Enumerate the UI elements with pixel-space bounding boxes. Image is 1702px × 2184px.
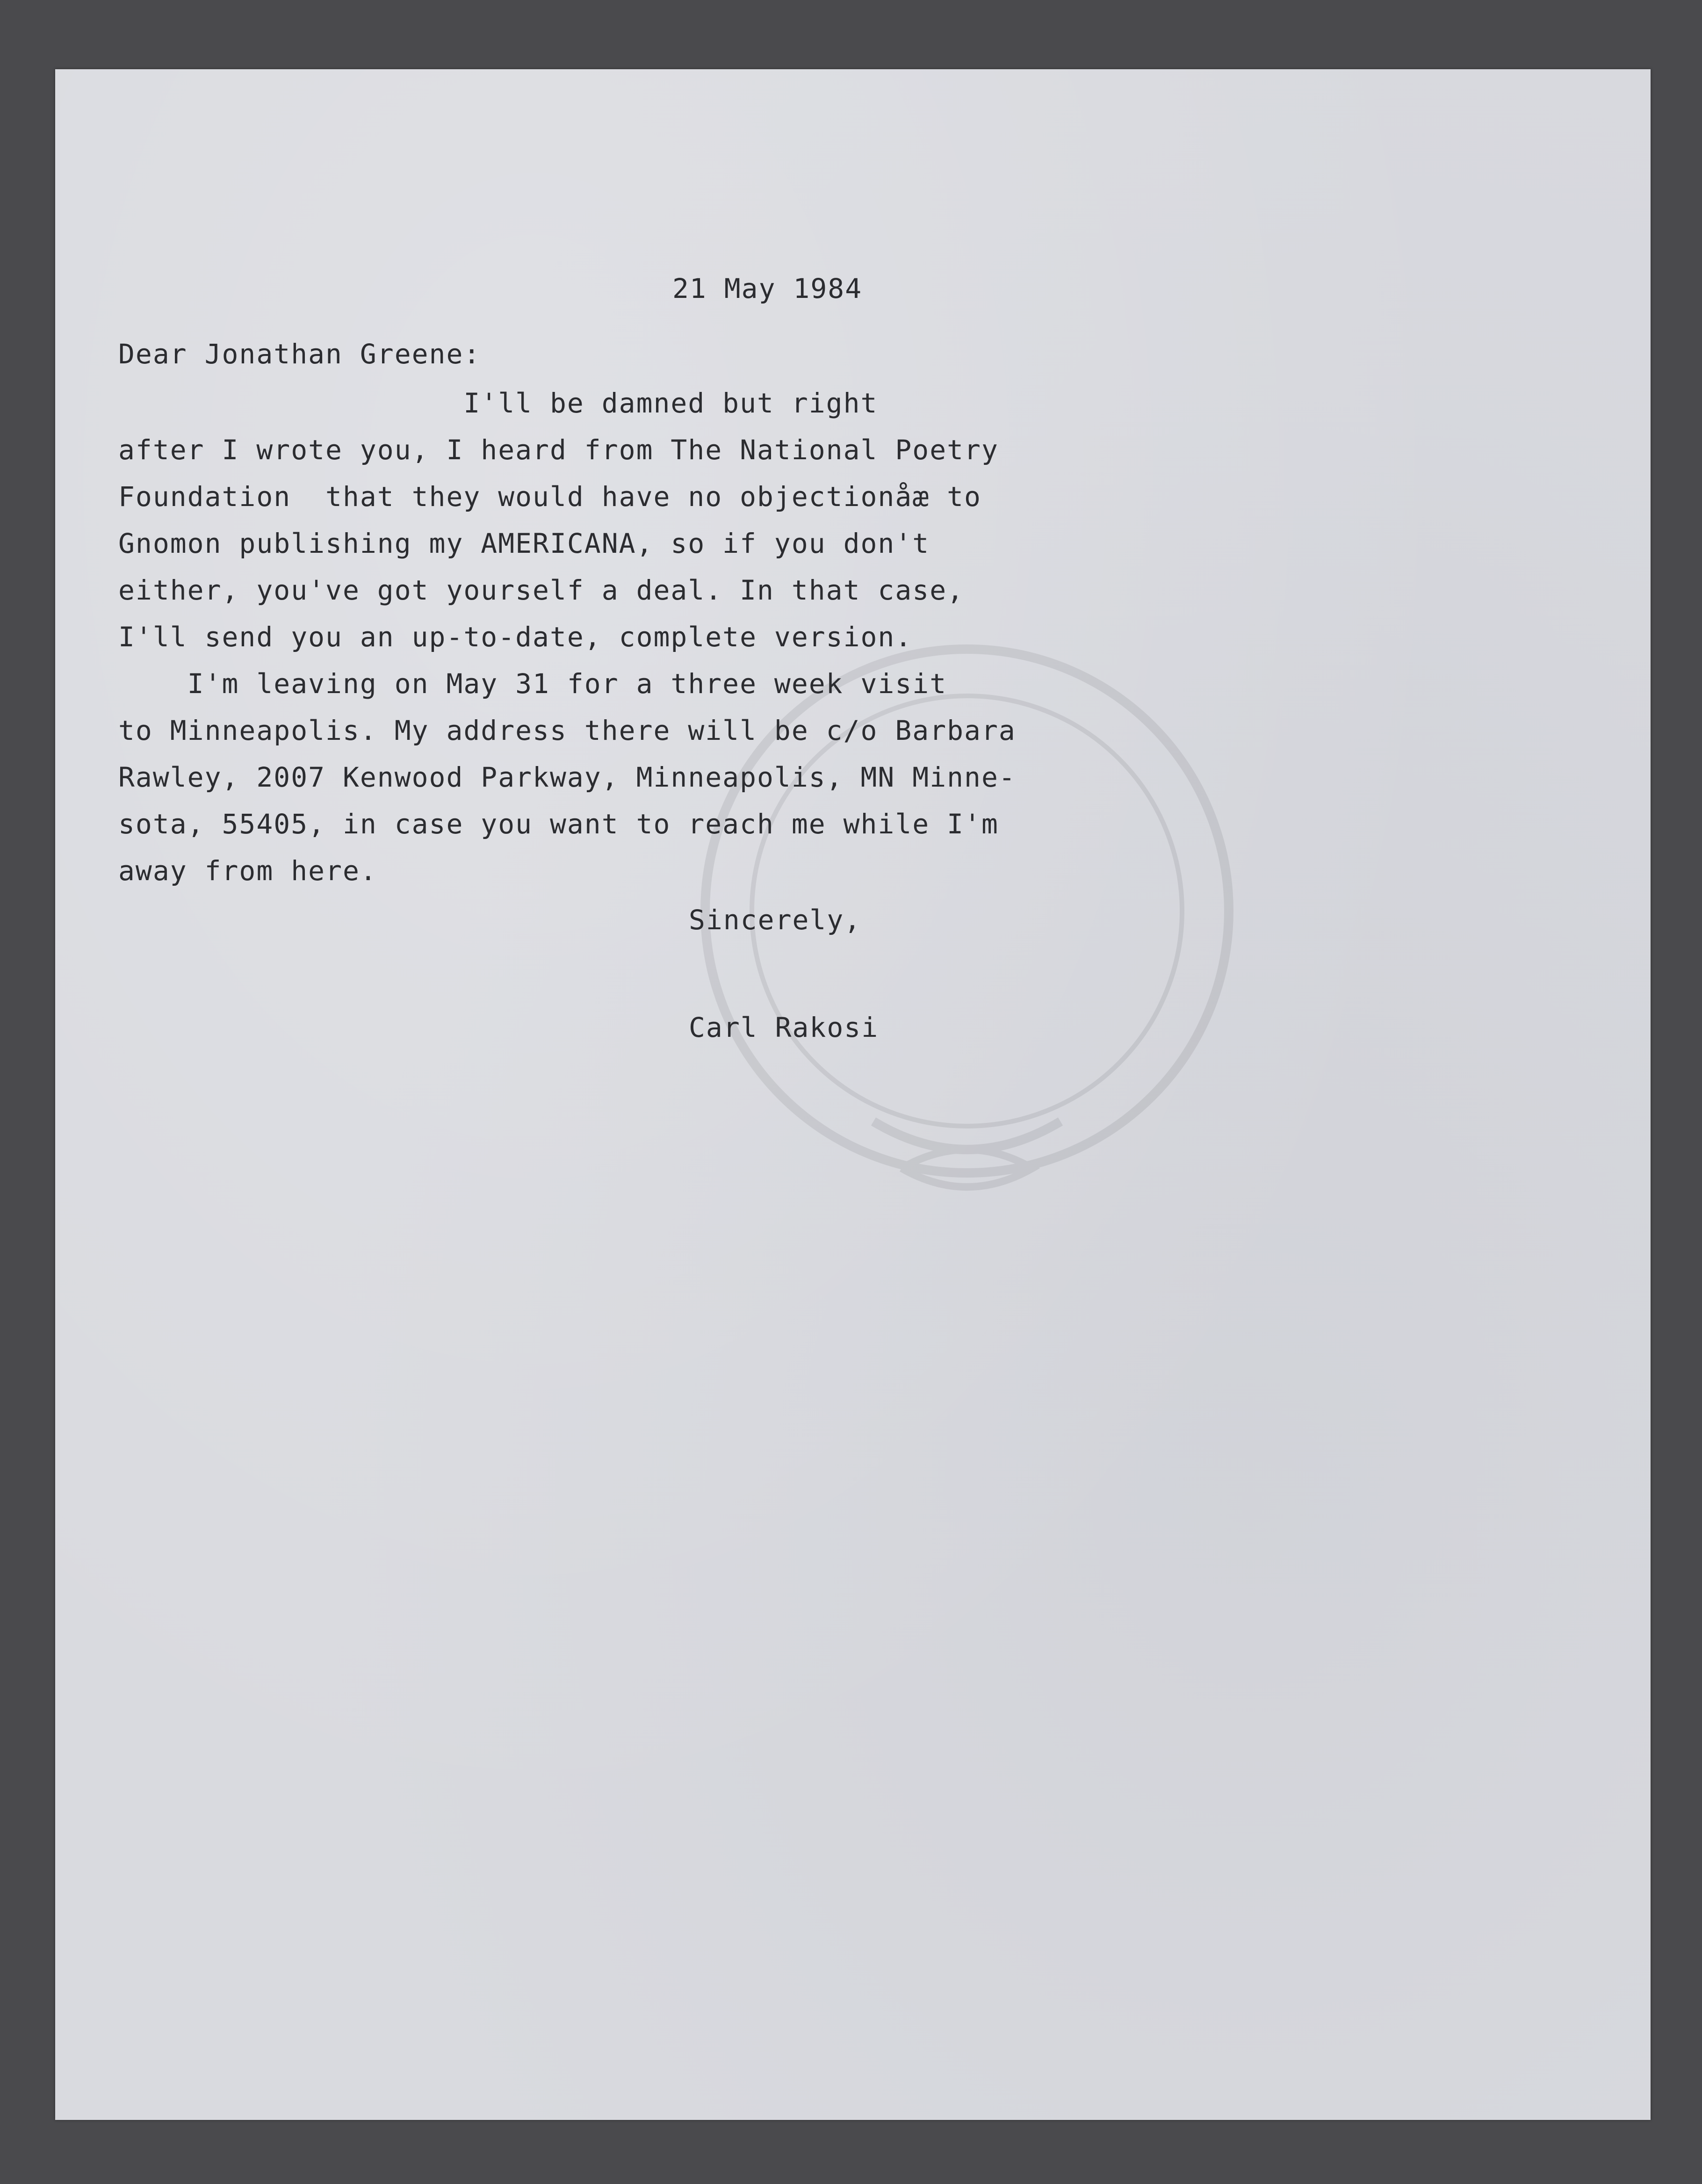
paragraph2-line: away from here.	[118, 855, 377, 887]
paragraph2-line: Rawley, 2007 Kenwood Parkway, Minneapolis, MN Minne-	[118, 761, 1016, 793]
letter-closing: Sincerely,	[689, 904, 862, 936]
letter-page	[55, 69, 1651, 2120]
paragraph2-line: I'm leaving on May 31 for a three week visit	[118, 668, 947, 700]
paragraph2-line: to Minneapolis. My address there will be c/o Barbara	[118, 715, 1016, 746]
paragraph1-line: after I wrote you, I heard from The National Poetry	[118, 434, 999, 466]
letter-salutation: Dear Jonathan Greene:	[118, 338, 481, 370]
paragraph1-line: I'll be damned but right	[118, 387, 878, 419]
paragraph1-line: Gnomon publishing my AMERICANA, so if you don't	[118, 528, 930, 559]
paragraph1-line: either, you've got yourself a deal. In that case,	[118, 574, 965, 606]
paragraph1-line: I'll send you an up-to-date, complete version.	[118, 621, 913, 653]
letter-date: 21 May 1984	[672, 273, 863, 304]
paragraph2-line: sota, 55405, in case you want to reach me while I'm	[118, 808, 999, 840]
letter-body	[55, 69, 1651, 2120]
paragraph1-line: Foundation that they would have no objectionåæ to	[118, 481, 981, 513]
letter-signature: Carl Rakosi	[689, 1012, 879, 1043]
